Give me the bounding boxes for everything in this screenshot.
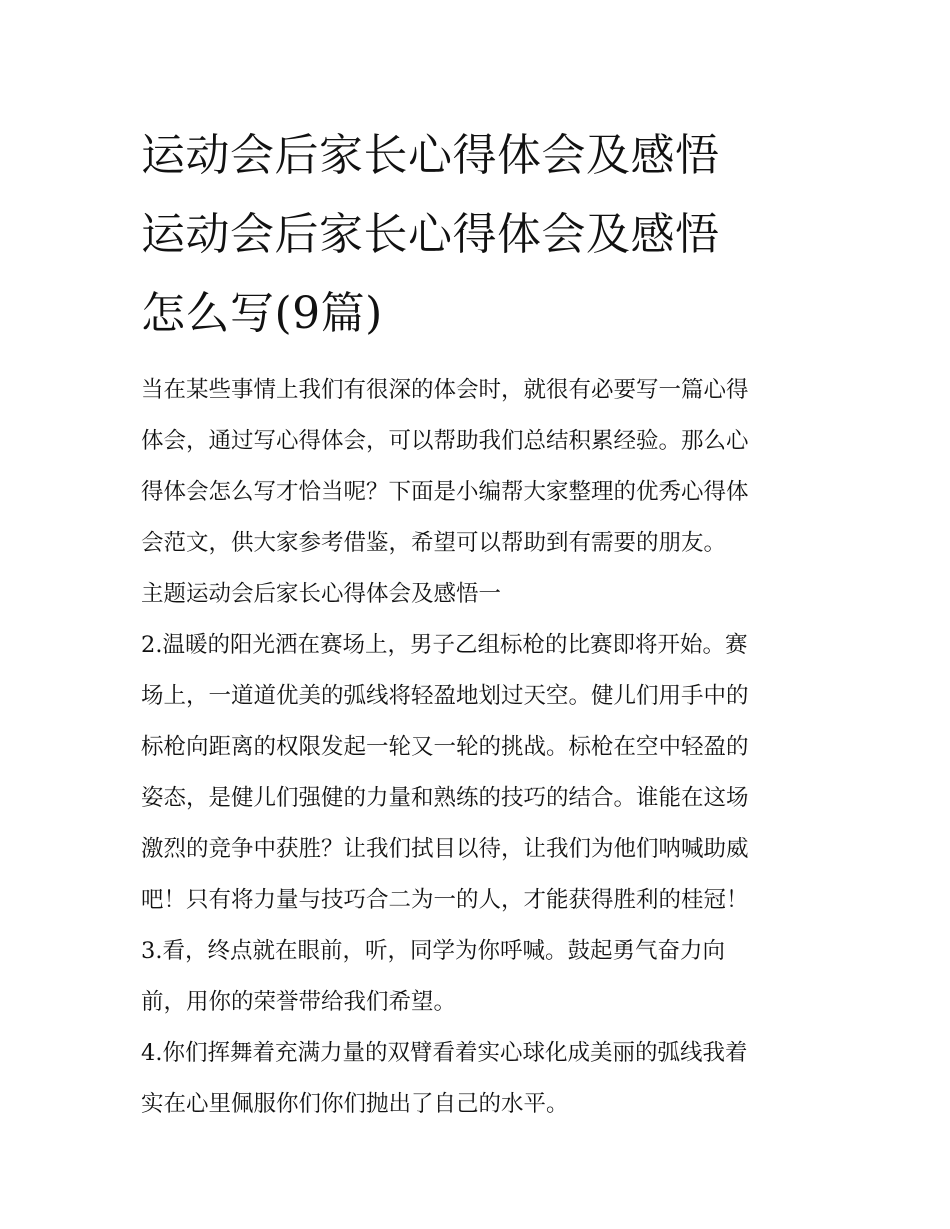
item-2-line-4: 姿态，是健儿们强健的力量和熟练的技巧的结合。谁能在这场 xyxy=(141,785,749,811)
document-content xyxy=(141,116,821,1130)
item-2-line-2: 场上，一道道优美的弧线将轻盈地划过天空。健儿们用手中的 xyxy=(141,683,749,709)
intro-line-4: 会范文，供大家参考借鉴，希望可以帮助到有需要的朋友。 xyxy=(141,530,727,556)
intro-line-3: 得体会怎么写才恰当呢？下面是小编帮大家整理的优秀心得体 xyxy=(141,479,749,505)
item-2-line-6: 吧！只有将力量与技巧合二为一的人，才能获得胜利的桂冠！ xyxy=(141,887,749,913)
item-4-line-1: 4.你们挥舞着充满力量的双臂看着实心球化成美丽的弧线我着 xyxy=(141,1040,748,1066)
item-3-paragraph xyxy=(141,926,821,1028)
title-line-3: 怎么写(9篇) xyxy=(141,288,383,339)
intro-line-1: 当在某些事情上我们有很深的体会时，就很有必要写一篇心得 xyxy=(141,377,749,403)
intro-line-2: 体会，通过写心得体会，可以帮助我们总结积累经验。那么心 xyxy=(141,428,749,454)
item-2-line-1: 2.温暖的阳光洒在赛场上，男子乙组标枪的比赛即将开始。赛 xyxy=(141,632,748,658)
item-4-paragraph xyxy=(141,1028,821,1130)
item-3-line-2: 前，用你的荣誉带给我们希望。 xyxy=(141,989,457,1015)
item-3-line-1: 3.看，终点就在眼前，听，同学为你呼喊。鼓起勇气奋力向 xyxy=(141,938,725,964)
document-title xyxy=(141,116,821,353)
title-line-1: 运动会后家长心得体会及感悟 xyxy=(141,130,720,181)
item-4-line-2: 实在心里佩服你们你们抛出了自己的水平。 xyxy=(141,1091,569,1117)
section-heading-text: 主题运动会后家长心得体会及感悟一 xyxy=(141,581,502,607)
intro-paragraph xyxy=(141,365,821,569)
title-line-2: 运动会后家长心得体会及感悟 xyxy=(141,209,720,260)
item-2-line-3: 标枪向距离的权限发起一轮又一轮的挑战。标枪在空中轻盈的 xyxy=(141,734,749,760)
item-2-line-5: 激烈的竞争中获胜？让我们拭目以待，让我们为他们呐喊助威 xyxy=(141,836,749,862)
section-heading xyxy=(141,569,821,620)
item-2-paragraph xyxy=(141,620,821,926)
